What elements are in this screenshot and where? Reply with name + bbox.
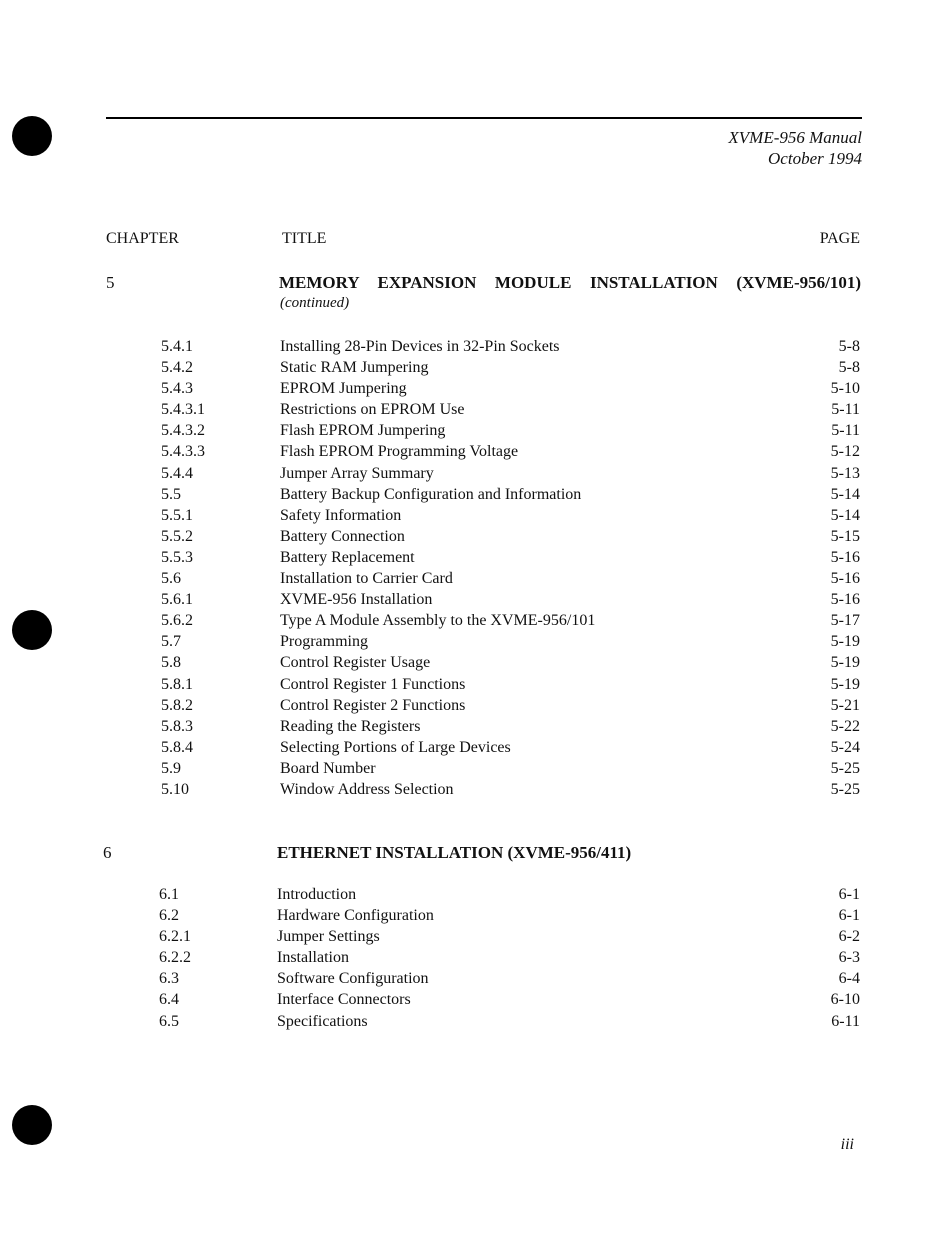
- section-number: 5.4.3.3: [161, 443, 205, 461]
- section-title: Static RAM Jumpering: [280, 359, 429, 377]
- toc-entry: [0, 652, 950, 673]
- toc-entry: [0, 526, 950, 547]
- toc-entry: [0, 399, 950, 420]
- section-number: 5.6: [161, 570, 181, 588]
- toc-entry: [0, 547, 950, 568]
- toc-entry: [0, 737, 950, 758]
- section-title: Jumper Array Summary: [280, 464, 434, 482]
- chapter-number: 6: [103, 843, 112, 862]
- section-title: Control Register Usage: [280, 654, 431, 672]
- section-title: Software Configuration: [277, 970, 429, 988]
- section-page: 5-17: [830, 612, 860, 630]
- column-header-chapter: CHAPTER: [106, 230, 179, 247]
- section-page: 5-21: [830, 696, 860, 714]
- section-title: Safety Information: [280, 506, 402, 524]
- section-number: 5.8.1: [161, 675, 193, 693]
- section-title: EPROM Jumpering: [280, 380, 407, 398]
- section-page: 6-4: [838, 970, 860, 988]
- section-number: 6.2.1: [159, 928, 191, 946]
- section-title: Installation: [277, 949, 349, 967]
- section-number: 5.4.3: [161, 380, 193, 398]
- header-rule: [106, 117, 862, 119]
- section-title: Control Register 2 Functions: [280, 696, 466, 714]
- section-title: Control Register 1 Functions: [280, 675, 466, 693]
- section-title: Battery Replacement: [280, 548, 415, 566]
- toc-entry: [0, 926, 950, 947]
- section-number: 5.9: [161, 759, 181, 777]
- toc-entry: [0, 589, 950, 610]
- section-title: Battery Connection: [280, 527, 405, 545]
- toc-entry: [0, 947, 950, 968]
- section-page: 6-1: [838, 907, 860, 925]
- toc-entry: [0, 779, 950, 800]
- section-page: 5-16: [830, 591, 860, 609]
- section-number: 5.4.1: [161, 338, 193, 355]
- section-title: Restrictions on EPROM Use: [280, 401, 465, 419]
- section-number: 5.4.4: [161, 464, 193, 482]
- toc-entry: [0, 716, 950, 737]
- toc-list-chapter-6: [0, 884, 950, 1032]
- section-page: 5-19: [830, 675, 860, 693]
- section-page: 5-16: [830, 548, 860, 566]
- toc-entry: [0, 905, 950, 926]
- section-page: 5-12: [830, 443, 860, 461]
- toc-list-chapter-5: [0, 336, 950, 800]
- toc-entry: [0, 568, 950, 589]
- section-page: 5-14: [830, 506, 860, 524]
- page-header: [728, 127, 862, 169]
- section-number: 5.8: [161, 654, 181, 672]
- section-number: 6.3: [159, 970, 179, 988]
- section-page: 6-2: [838, 928, 860, 946]
- section-number: 5.5.2: [161, 527, 193, 545]
- toc-entry: [0, 463, 950, 484]
- toc-entry: [0, 674, 950, 695]
- section-title: Window Address Selection: [280, 780, 454, 798]
- section-title: Hardware Configuration: [277, 907, 434, 925]
- toc-entry: [0, 695, 950, 716]
- section-number: 5.5.3: [161, 548, 193, 566]
- section-title: Type A Module Assembly to the XVME-956/101: [280, 612, 596, 630]
- section-page: 5-8: [838, 338, 860, 355]
- section-number: 5.5.1: [161, 506, 193, 524]
- section-page: 5-25: [830, 759, 860, 777]
- toc-entry: [0, 758, 950, 779]
- section-title: Jumper Settings: [277, 928, 380, 946]
- section-page: 5-10: [830, 380, 860, 398]
- section-number: 5.6.1: [161, 591, 193, 609]
- section-page: 5-22: [830, 717, 860, 735]
- section-title: Introduction: [277, 886, 357, 903]
- toc-entry: [0, 610, 950, 631]
- section-page: 5-25: [830, 780, 860, 798]
- toc-entry: [0, 336, 950, 357]
- toc-entry: [0, 441, 950, 462]
- section-number: 6.5: [159, 1012, 179, 1030]
- page-number: iii: [840, 1136, 854, 1153]
- toc-entry: [0, 989, 950, 1010]
- header-date: October 1994: [768, 149, 862, 168]
- section-number: 6.2.2: [159, 949, 191, 967]
- section-page: 6-1: [838, 886, 860, 903]
- section-title: Programming: [280, 633, 368, 651]
- chapter-continued-note: (continued): [280, 295, 350, 311]
- section-page: 5-19: [830, 633, 860, 651]
- section-title: XVME-956 Installation: [280, 591, 433, 609]
- binder-hole-bottom: [12, 1105, 52, 1145]
- section-page: 5-11: [831, 422, 860, 440]
- section-page: 6-11: [831, 1012, 860, 1030]
- section-number: 5.8.3: [161, 717, 193, 735]
- section-title: Installation to Carrier Card: [280, 570, 453, 588]
- section-number: 6.1: [159, 886, 179, 903]
- toc-entry: [0, 968, 950, 989]
- toc-entry: [0, 420, 950, 441]
- section-page: 5-13: [830, 464, 860, 482]
- section-title: Specifications: [277, 1012, 368, 1030]
- section-page: 5-19: [830, 654, 860, 672]
- toc-entry: [0, 505, 950, 526]
- chapter-number: 5: [106, 273, 115, 292]
- section-page: 5-8: [838, 359, 860, 377]
- section-page: 5-24: [830, 738, 860, 756]
- section-page: 5-11: [831, 401, 860, 419]
- chapter-title: MEMORY EXPANSION MODULE INSTALLATION (XVME-956/101): [279, 273, 861, 292]
- section-page: 5-16: [830, 570, 860, 588]
- section-number: 5.4.3.1: [161, 401, 205, 419]
- section-number: 6.4: [159, 991, 179, 1009]
- section-number: 5.4.2: [161, 359, 193, 377]
- column-header-title: TITLE: [282, 230, 327, 247]
- section-title: Flash EPROM Programming Voltage: [280, 443, 519, 461]
- section-title: Installing 28-Pin Devices in 32-Pin Sockets: [280, 338, 560, 355]
- section-number: 5.10: [161, 780, 189, 798]
- toc-entry: [0, 631, 950, 652]
- section-page: 5-15: [830, 527, 860, 545]
- section-title: Selecting Portions of Large Devices: [280, 738, 511, 756]
- section-number: 5.4.3.2: [161, 422, 205, 440]
- header-manual-title: XVME-956 Manual: [728, 128, 862, 147]
- binder-hole-top: [12, 116, 52, 156]
- section-title: Reading the Registers: [280, 717, 421, 735]
- section-page: 5-14: [830, 485, 860, 503]
- section-number: 5.5: [161, 485, 181, 503]
- section-number: 6.2: [159, 907, 179, 925]
- toc-entry: [0, 484, 950, 505]
- section-number: 5.6.2: [161, 612, 193, 630]
- section-page: 6-3: [838, 949, 860, 967]
- chapter-title: ETHERNET INSTALLATION (XVME-956/411): [277, 843, 632, 862]
- toc-entry: [0, 1011, 950, 1032]
- section-title: Battery Backup Configuration and Information: [280, 485, 582, 503]
- section-number: 5.8.2: [161, 696, 193, 714]
- section-page: 6-10: [830, 991, 860, 1009]
- toc-entry: [0, 357, 950, 378]
- section-title: Flash EPROM Jumpering: [280, 422, 446, 440]
- section-number: 5.8.4: [161, 738, 193, 756]
- section-title: Board Number: [280, 759, 376, 777]
- column-header-page: PAGE: [819, 230, 860, 247]
- section-number: 5.7: [161, 633, 181, 651]
- toc-entry: [0, 378, 950, 399]
- section-title: Interface Connectors: [277, 991, 411, 1009]
- toc-entry: [0, 884, 950, 905]
